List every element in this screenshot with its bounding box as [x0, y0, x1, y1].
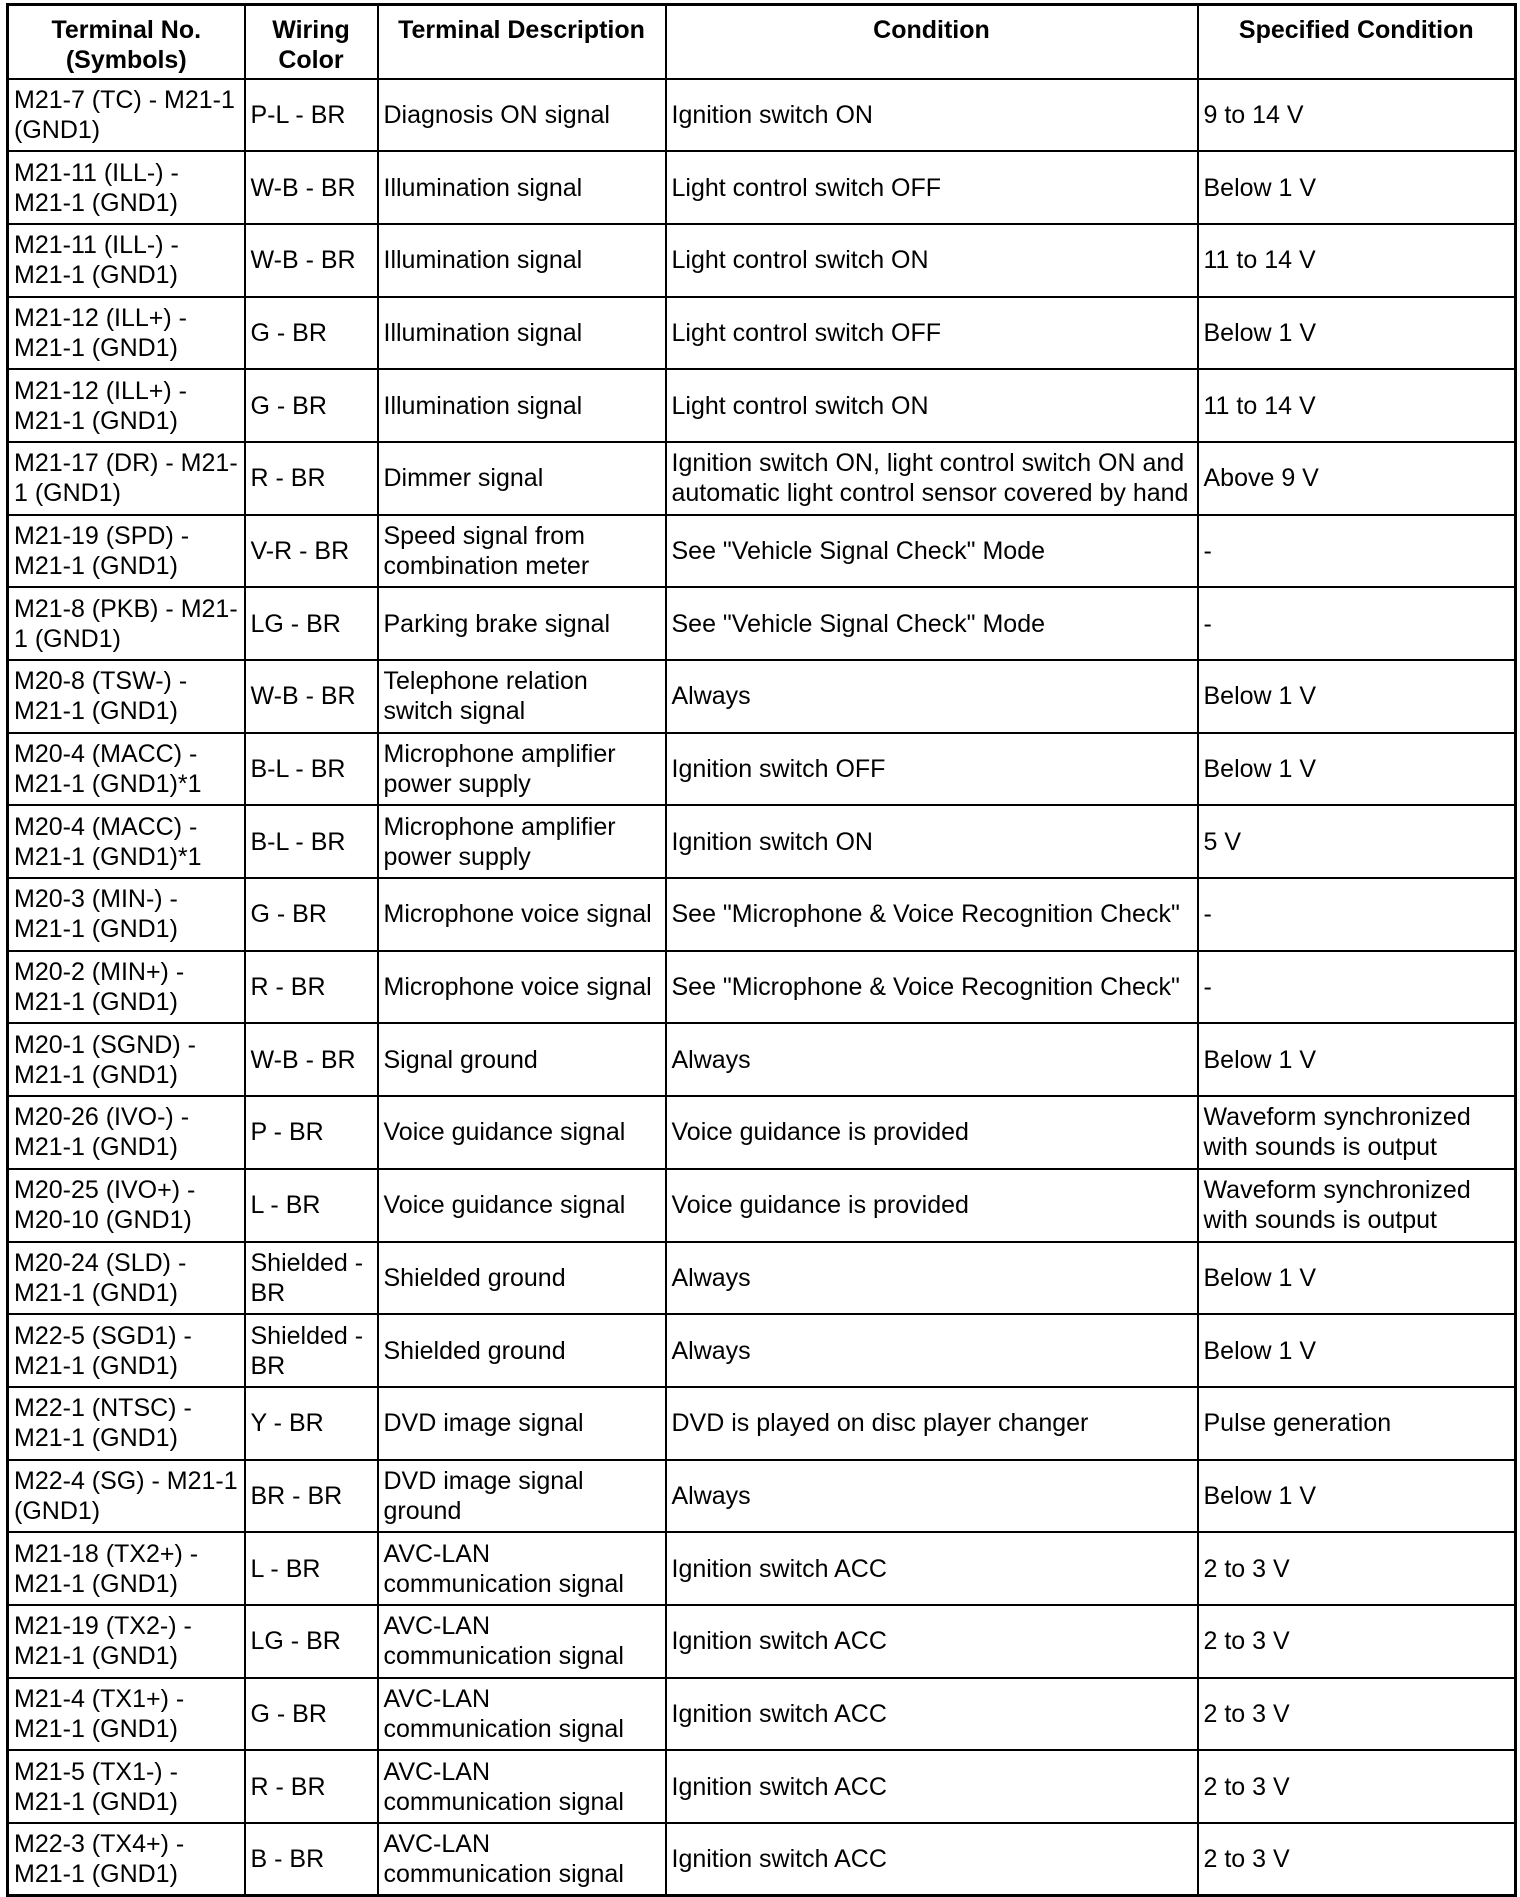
cell-terminal-description: Microphone amplifier power supply	[378, 805, 666, 878]
cell-terminal: M20-8 (TSW-) - M21-1 (GND1)	[8, 660, 245, 733]
cell-wiring-color: B-L - BR	[245, 805, 378, 878]
table-row	[8, 1169, 1516, 1242]
cell-terminal-description: DVD image signal	[378, 1387, 666, 1460]
cell-wiring-color: B - BR	[245, 1823, 378, 1896]
cell-terminal-description: Speed signal from combination meter	[378, 515, 666, 588]
cell-terminal-description: AVC-LAN communication signal	[378, 1678, 666, 1751]
cell-wiring-color: W-B - BR	[245, 224, 378, 297]
cell-terminal: M20-2 (MIN+) - M21-1 (GND1)	[8, 951, 245, 1024]
cell-terminal-description: AVC-LAN communication signal	[378, 1750, 666, 1823]
cell-terminal: M21-12 (ILL+) - M21-1 (GND1)	[8, 369, 245, 442]
cell-terminal-description: Diagnosis ON signal	[378, 79, 666, 152]
cell-wiring-color: G - BR	[245, 297, 378, 370]
cell-wiring-color: G - BR	[245, 878, 378, 951]
table-row	[8, 733, 1516, 806]
cell-terminal-description: Voice guidance signal	[378, 1169, 666, 1242]
table-row	[8, 1314, 1516, 1387]
table-row	[8, 1750, 1516, 1823]
cell-terminal: M21-5 (TX1-) - M21-1 (GND1)	[8, 1750, 245, 1823]
cell-condition: Always	[666, 1314, 1198, 1387]
cell-condition: Ignition switch ACC	[666, 1678, 1198, 1751]
table-row	[8, 224, 1516, 297]
cell-terminal-description: Microphone voice signal	[378, 951, 666, 1024]
cell-condition: See "Vehicle Signal Check" Mode	[666, 587, 1198, 660]
cell-terminal-description: Shielded ground	[378, 1314, 666, 1387]
cell-specified-condition: 9 to 14 V	[1198, 79, 1516, 152]
table-row	[8, 1678, 1516, 1751]
cell-wiring-color: R - BR	[245, 1750, 378, 1823]
cell-condition: Ignition switch ON	[666, 805, 1198, 878]
cell-terminal-description: Illumination signal	[378, 151, 666, 224]
cell-condition: Ignition switch ON	[666, 79, 1198, 152]
cell-terminal-description: Parking brake signal	[378, 587, 666, 660]
cell-specified-condition: 2 to 3 V	[1198, 1750, 1516, 1823]
cell-terminal: M21-11 (ILL-) - M21-1 (GND1)	[8, 224, 245, 297]
cell-wiring-color: L - BR	[245, 1169, 378, 1242]
cell-terminal: M22-4 (SG) - M21-1 (GND1)	[8, 1460, 245, 1533]
cell-terminal-description: Shielded ground	[378, 1242, 666, 1315]
cell-wiring-color: LG - BR	[245, 587, 378, 660]
cell-terminal: M20-4 (MACC) - M21-1 (GND1)*1	[8, 805, 245, 878]
cell-specified-condition: -	[1198, 951, 1516, 1024]
table-row	[8, 1242, 1516, 1315]
cell-specified-condition: 2 to 3 V	[1198, 1605, 1516, 1678]
cell-specified-condition: 2 to 3 V	[1198, 1532, 1516, 1605]
table-row	[8, 442, 1516, 515]
cell-terminal-description: Illumination signal	[378, 224, 666, 297]
terminal-table-container	[6, 3, 1517, 1897]
cell-specified-condition: Waveform synchronized with sounds is output	[1198, 1169, 1516, 1242]
cell-wiring-color: Shielded - BR	[245, 1242, 378, 1315]
header-specified-condition: Specified Condition	[1198, 5, 1516, 79]
table-row	[8, 1823, 1516, 1896]
table-row	[8, 1387, 1516, 1460]
table-row	[8, 587, 1516, 660]
cell-condition: Voice guidance is provided	[666, 1096, 1198, 1169]
cell-terminal-description: AVC-LAN communication signal	[378, 1823, 666, 1896]
cell-specified-condition: Below 1 V	[1198, 1460, 1516, 1533]
cell-specified-condition: -	[1198, 515, 1516, 588]
cell-terminal-description: Telephone relation switch signal	[378, 660, 666, 733]
table-body	[8, 79, 1516, 1896]
cell-terminal: M21-4 (TX1+) - M21-1 (GND1)	[8, 1678, 245, 1751]
cell-terminal: M20-3 (MIN-) - M21-1 (GND1)	[8, 878, 245, 951]
cell-condition: Voice guidance is provided	[666, 1169, 1198, 1242]
cell-condition: Light control switch OFF	[666, 297, 1198, 370]
table-row	[8, 805, 1516, 878]
cell-wiring-color: R - BR	[245, 951, 378, 1024]
cell-condition: See "Microphone & Voice Recognition Check"	[666, 878, 1198, 951]
cell-terminal-description: Illumination signal	[378, 369, 666, 442]
cell-wiring-color: V-R - BR	[245, 515, 378, 588]
cell-terminal-description: DVD image signal ground	[378, 1460, 666, 1533]
table-row	[8, 1096, 1516, 1169]
cell-terminal: M21-19 (TX2-) - M21-1 (GND1)	[8, 1605, 245, 1678]
cell-specified-condition: Below 1 V	[1198, 660, 1516, 733]
cell-terminal: M21-8 (PKB) - M21-1 (GND1)	[8, 587, 245, 660]
header-terminal-no: Terminal No. (Symbols)	[8, 5, 245, 79]
terminal-table	[6, 3, 1517, 1897]
cell-wiring-color: P-L - BR	[245, 79, 378, 152]
cell-condition: Ignition switch OFF	[666, 733, 1198, 806]
cell-specified-condition: Below 1 V	[1198, 1242, 1516, 1315]
header-wiring-color: Wiring Color	[245, 5, 378, 79]
cell-terminal: M21-7 (TC) - M21-1 (GND1)	[8, 79, 245, 152]
cell-specified-condition: 5 V	[1198, 805, 1516, 878]
cell-condition: Ignition switch ACC	[666, 1823, 1198, 1896]
cell-specified-condition: Below 1 V	[1198, 1314, 1516, 1387]
cell-condition: Ignition switch ACC	[666, 1605, 1198, 1678]
cell-specified-condition: 11 to 14 V	[1198, 224, 1516, 297]
cell-specified-condition: -	[1198, 587, 1516, 660]
cell-terminal: M20-24 (SLD) - M21-1 (GND1)	[8, 1242, 245, 1315]
cell-terminal: M20-26 (IVO-) - M21-1 (GND1)	[8, 1096, 245, 1169]
cell-terminal-description: Microphone voice signal	[378, 878, 666, 951]
cell-condition: Always	[666, 1460, 1198, 1533]
cell-wiring-color: Shielded - BR	[245, 1314, 378, 1387]
table-row	[8, 515, 1516, 588]
cell-condition: Always	[666, 1242, 1198, 1315]
cell-condition: Always	[666, 660, 1198, 733]
header-condition: Condition	[666, 5, 1198, 79]
header-terminal-description: Terminal Description	[378, 5, 666, 79]
cell-wiring-color: Y - BR	[245, 1387, 378, 1460]
cell-specified-condition: Below 1 V	[1198, 1023, 1516, 1096]
cell-wiring-color: LG - BR	[245, 1605, 378, 1678]
cell-terminal-description: Illumination signal	[378, 297, 666, 370]
cell-condition: Ignition switch ACC	[666, 1532, 1198, 1605]
table-row	[8, 1605, 1516, 1678]
cell-specified-condition: 11 to 14 V	[1198, 369, 1516, 442]
cell-wiring-color: W-B - BR	[245, 660, 378, 733]
cell-wiring-color: P - BR	[245, 1096, 378, 1169]
table-row	[8, 79, 1516, 152]
cell-terminal: M20-1 (SGND) - M21-1 (GND1)	[8, 1023, 245, 1096]
cell-specified-condition: Waveform synchronized with sounds is output	[1198, 1096, 1516, 1169]
table-row	[8, 878, 1516, 951]
cell-specified-condition: Below 1 V	[1198, 151, 1516, 224]
cell-terminal-description: Microphone amplifier power supply	[378, 733, 666, 806]
cell-condition: See "Microphone & Voice Recognition Check"	[666, 951, 1198, 1024]
cell-specified-condition: Below 1 V	[1198, 297, 1516, 370]
cell-wiring-color: G - BR	[245, 1678, 378, 1751]
header-row	[8, 5, 1516, 79]
cell-terminal: M21-11 (ILL-) - M21-1 (GND1)	[8, 151, 245, 224]
cell-terminal: M22-3 (TX4+) - M21-1 (GND1)	[8, 1823, 245, 1896]
cell-condition: Light control switch ON	[666, 224, 1198, 297]
cell-wiring-color: G - BR	[245, 369, 378, 442]
table-row	[8, 369, 1516, 442]
cell-wiring-color: B-L - BR	[245, 733, 378, 806]
cell-specified-condition: 2 to 3 V	[1198, 1823, 1516, 1896]
table-row	[8, 1532, 1516, 1605]
cell-terminal-description: Dimmer signal	[378, 442, 666, 515]
cell-specified-condition: Pulse generation	[1198, 1387, 1516, 1460]
cell-terminal-description: AVC-LAN communication signal	[378, 1605, 666, 1678]
table-row	[8, 297, 1516, 370]
table-row	[8, 951, 1516, 1024]
table-row	[8, 1023, 1516, 1096]
cell-terminal-description: Voice guidance signal	[378, 1096, 666, 1169]
cell-terminal: M21-18 (TX2+) - M21-1 (GND1)	[8, 1532, 245, 1605]
cell-wiring-color: R - BR	[245, 442, 378, 515]
cell-specified-condition: Above 9 V	[1198, 442, 1516, 515]
cell-condition: DVD is played on disc player changer	[666, 1387, 1198, 1460]
cell-terminal: M22-1 (NTSC) - M21-1 (GND1)	[8, 1387, 245, 1460]
cell-wiring-color: BR - BR	[245, 1460, 378, 1533]
cell-wiring-color: W-B - BR	[245, 151, 378, 224]
cell-terminal: M21-19 (SPD) - M21-1 (GND1)	[8, 515, 245, 588]
cell-terminal-description: AVC-LAN communication signal	[378, 1532, 666, 1605]
cell-terminal: M20-25 (IVO+) - M20-10 (GND1)	[8, 1169, 245, 1242]
cell-wiring-color: W-B - BR	[245, 1023, 378, 1096]
cell-terminal-description: Signal ground	[378, 1023, 666, 1096]
cell-condition: Light control switch ON	[666, 369, 1198, 442]
cell-condition: Light control switch OFF	[666, 151, 1198, 224]
cell-condition: See "Vehicle Signal Check" Mode	[666, 515, 1198, 588]
cell-wiring-color: L - BR	[245, 1532, 378, 1605]
cell-specified-condition: 2 to 3 V	[1198, 1678, 1516, 1751]
table-row	[8, 660, 1516, 733]
cell-specified-condition: Below 1 V	[1198, 733, 1516, 806]
cell-terminal: M20-4 (MACC) - M21-1 (GND1)*1	[8, 733, 245, 806]
cell-terminal: M22-5 (SGD1) - M21-1 (GND1)	[8, 1314, 245, 1387]
cell-terminal: M21-12 (ILL+) - M21-1 (GND1)	[8, 297, 245, 370]
table-row	[8, 1460, 1516, 1533]
cell-terminal: M21-17 (DR) - M21-1 (GND1)	[8, 442, 245, 515]
cell-condition: Always	[666, 1023, 1198, 1096]
table-row	[8, 151, 1516, 224]
cell-condition: Ignition switch ACC	[666, 1750, 1198, 1823]
cell-specified-condition: -	[1198, 878, 1516, 951]
cell-condition: Ignition switch ON, light control switch ON and automatic light control sensor covered by hand	[666, 442, 1198, 515]
